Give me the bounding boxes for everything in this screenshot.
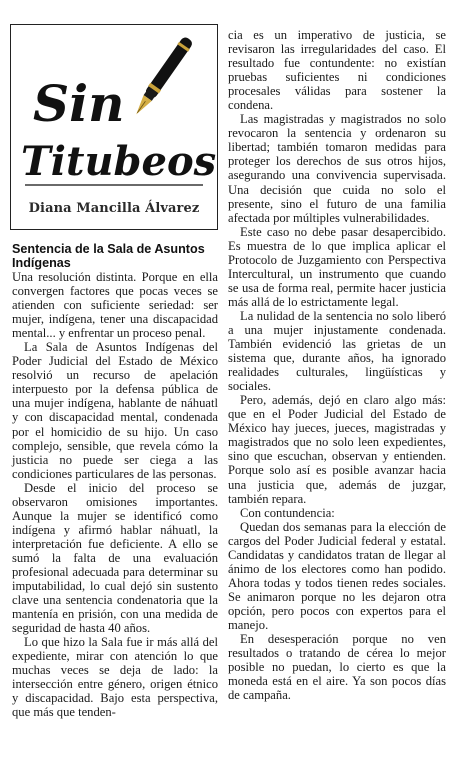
article-paragraph: Las magistradas y magistrados no solo revocaron la sentencia y ordenaron su libertad; también tomaron medidas para proteger los derechos de sus otros hijos, asegurando una convivencia supervisada. Una decisión que cuida no solo el presente, sino el futuro de una familia afectada por múltiples vulnerabilidades. [228, 112, 446, 225]
fountain-pen-icon [131, 35, 194, 118]
article-paragraph: Una resolución distinta. Porque en ella convergen factores que pocas veces se atienden con suficiente seriedad: ser mujer, indígena, tener una discapacidad mental... y enfrentar un proceso penal. [12, 270, 218, 341]
article-paragraph: La Sala de Asuntos Indígenas del Poder Judicial del Estado de México resolvió un recurso de apelación interpuesto por la defensa pública de una mujer indígena, hablante de náhuatl y con discapacidad mental, condenada por el homicidio de su hijo. Un caso complejo, sensible, que revela cómo la justicia no puede ser ciega a las condiciones particulares de las personas. [12, 340, 218, 481]
article-paragraph: Lo que hizo la Sala fue ir más allá del expediente, mirar con atención lo que muchas veces se deja de lado: la intersección entre género, origen étnico y discapacidad. Bajo esta perspectiva, que más que tenden- [12, 635, 218, 720]
article-column-right [228, 28, 446, 702]
article-headline: Sentencia de la Sala de Asuntos Indígenas [12, 242, 205, 270]
column-masthead [10, 24, 218, 230]
article-paragraph: Quedan dos semanas para la elección de cargos del Poder Judicial federal y estatal. Candidatas y candidatos tratan de llegar al ánimo de los electores como han podido. Ahora todas y todos tienen redes sociales. Se animaron porque no les dejaron otra opción, pero pocos con expertos para el manejo. [228, 519, 446, 632]
section-subheading: Con contundencia: [240, 505, 335, 520]
article-paragraph: Pero, además, dejó en claro algo más: que en el Poder Judicial del Estado de México hay jueces, jueces, magistradas y magistrados que no solo leen expedientes, sino que escuchan, observan y entienden. Porque solo así es posible avanzar hacia una justicia que, además de juzgar, también repara. [228, 393, 446, 506]
article-paragraph: Este caso no debe pasar desapercibido. Es muestra de lo que implica aplicar el Protocolo de Juzgamiento con Perspectiva Intercultural, un instrumento que cuando se usa de forma real, permite hacer justicia más allá de lo estrictamente legal. [228, 224, 446, 309]
article-paragraph: cia es un imperativo de justicia, se revisaron las irregularidades del caso. El resultado fue contundente: no existían pruebas suficientes ni condiciones procesales válidas para sostener la condena. [228, 28, 446, 113]
author-name: Diana Mancilla Álvarez [28, 201, 200, 216]
article-paragraph: La nulidad de la sentencia no solo liberó a una mujer injustamente condenada. También evidenció las grietas de un sistema que, durante años, ha ignorado realidades culturales, lingüísticas y sociales. [228, 308, 446, 394]
article-paragraph: En desesperación porque no ven resultados o tratando de cérea lo mejor posible no puedan, lo cierto es que la moneda está en el aire. Ya son pocos días de campaña. [228, 632, 446, 703]
masthead-artwork [11, 25, 217, 229]
article-paragraph: Desde el inicio del proceso se observaron omisiones importantes. Aunque la mujer se identificó como indígena y afirmó hablar náhuatl, la interpretación fue deficiente. A ello se sumó la falta de una evaluación profesional adecuada para determinar su imputabilidad, lo cual dejó sin sustento clave una sentencia condenatoria que la mantenía en prisión, con una medida de seguridad de hasta 40 años. [12, 480, 218, 636]
masthead-title-line2: Titubeos [21, 138, 217, 185]
article-column-left [12, 242, 218, 720]
masthead-title-line1: Sin [33, 74, 125, 133]
